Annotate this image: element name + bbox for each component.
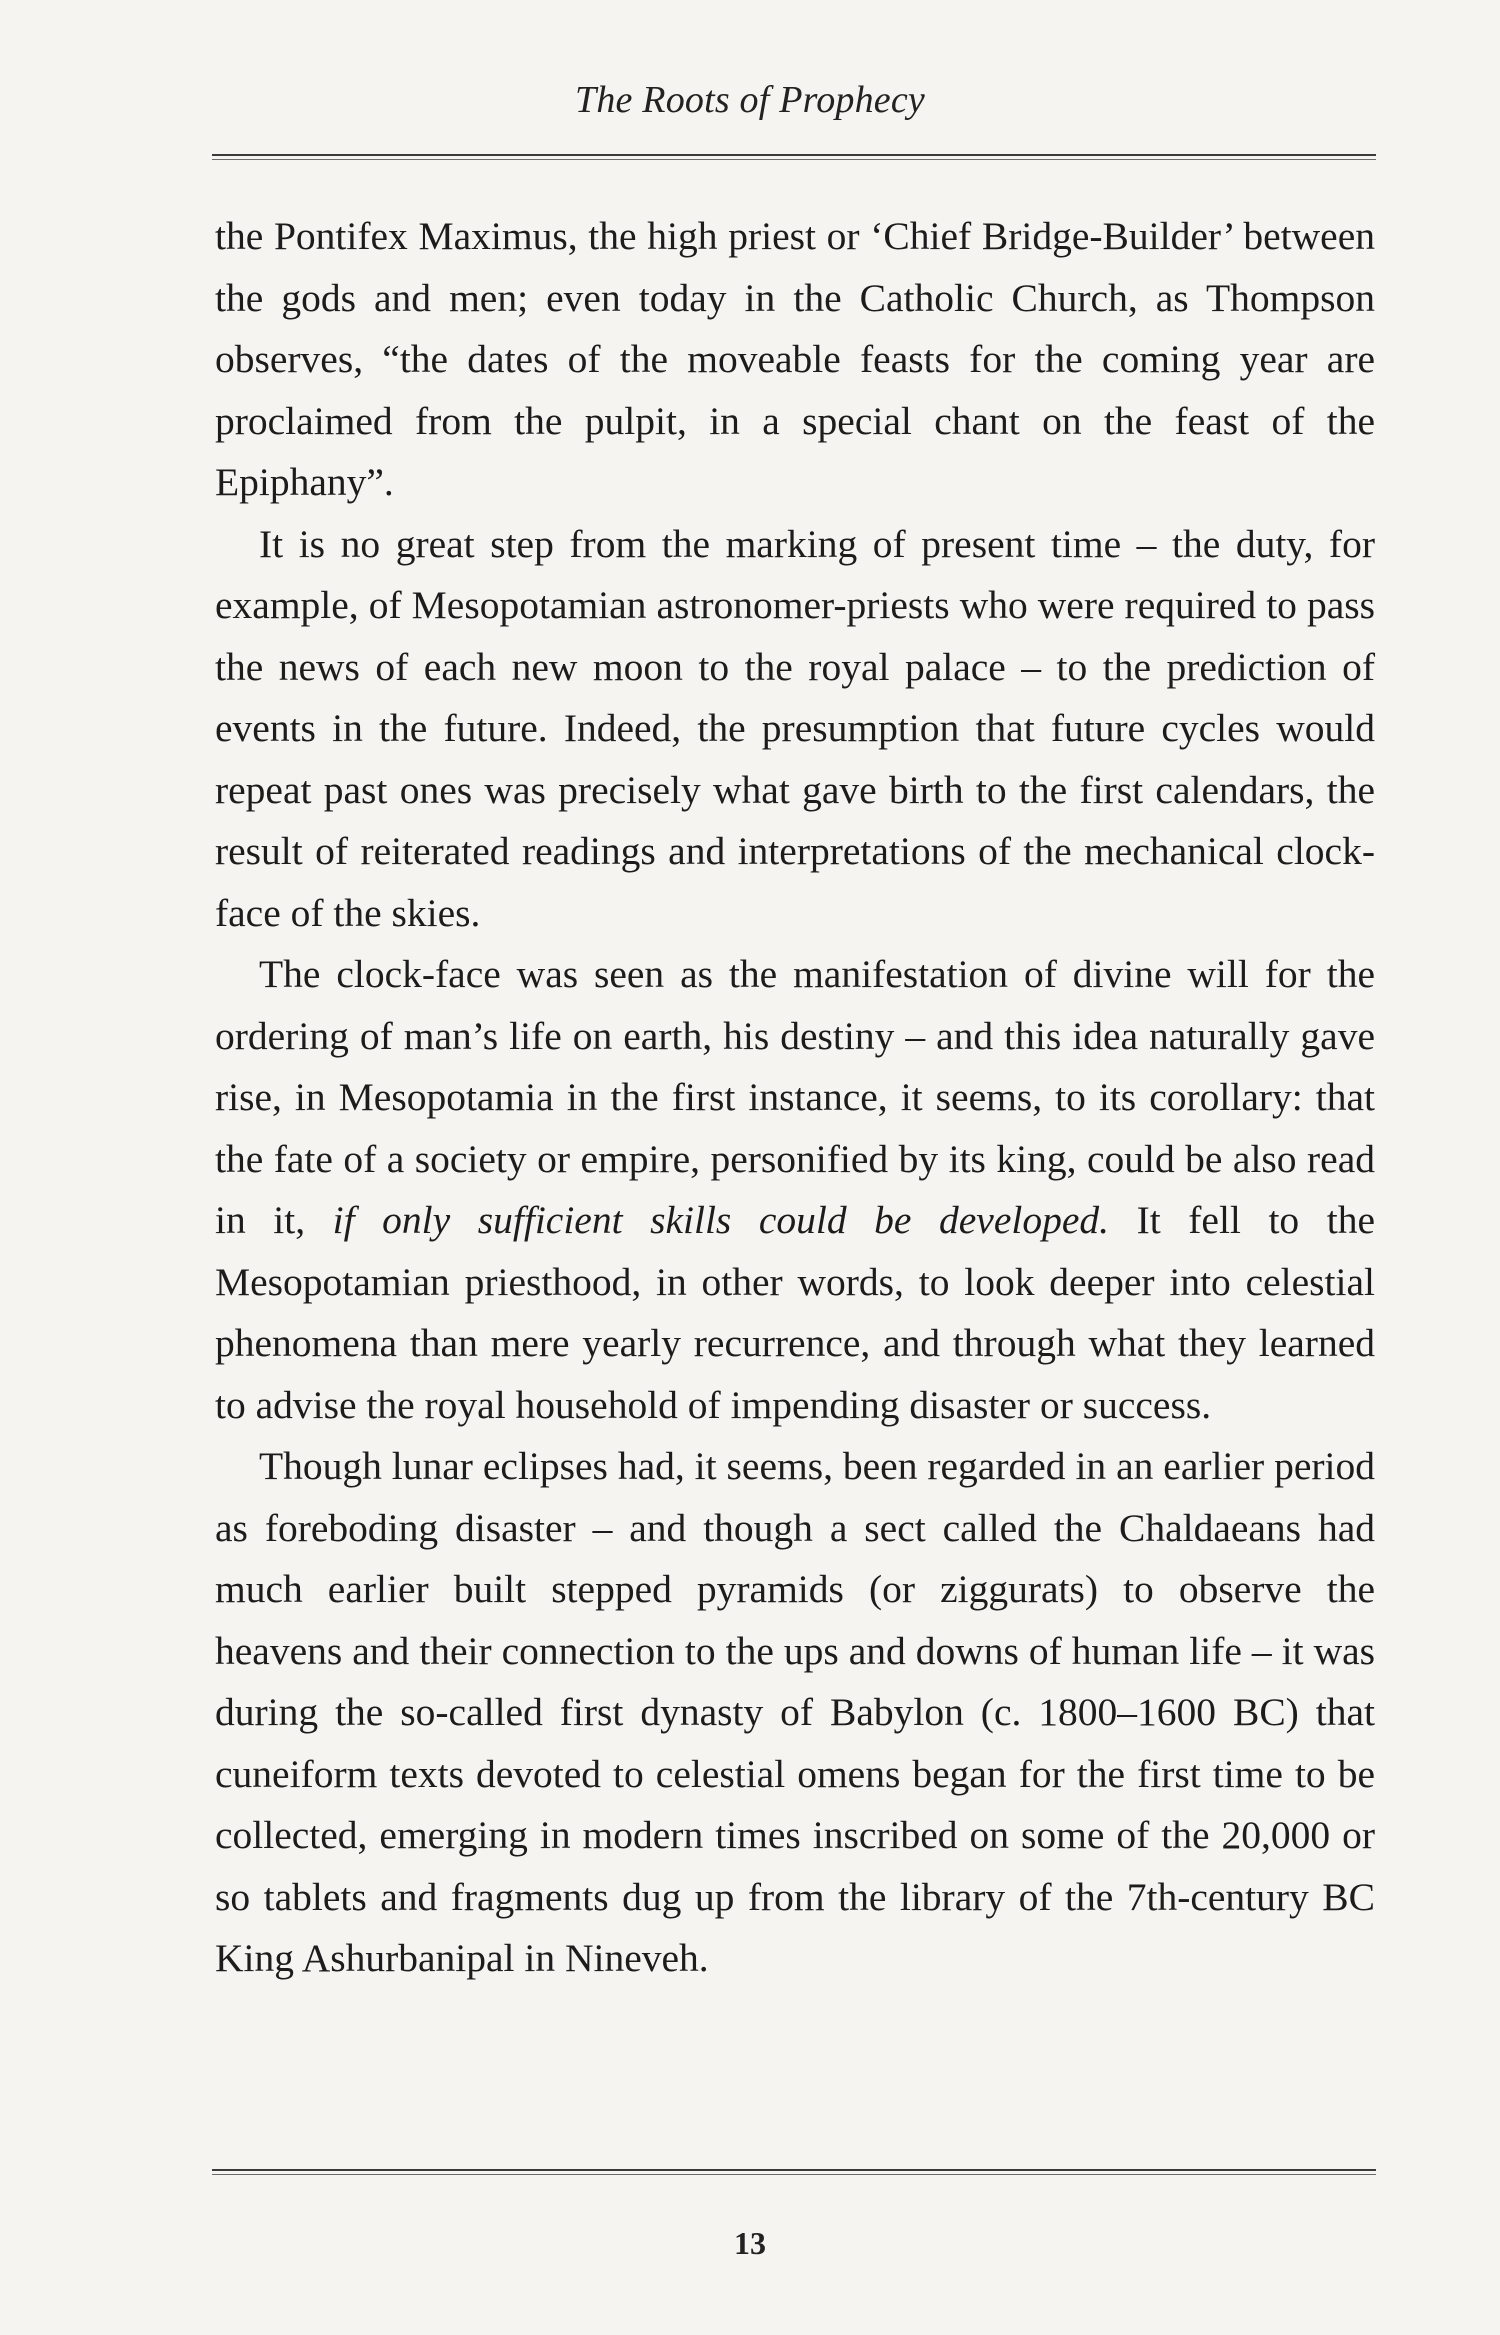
- page-number: 13: [734, 2225, 766, 2261]
- header-rule: [212, 154, 1376, 160]
- paragraph-3: [215, 944, 1375, 1436]
- footer-rule: [212, 2169, 1376, 2175]
- paragraph-1: the Pontifex Maximus, the high priest or ‘Chief Bridge-Builder’ between the gods and men; even today in the Catholic Church, as Thompson observes, “the dates of the moveable feasts for the coming year are proclaimed from the pulpit, in a special chant on the feast of the Epiphany”.: [215, 214, 1375, 504]
- running-head-title: The Roots of Prophecy: [574, 79, 925, 121]
- paragraph-3-text-b: It fell to the Mesopotamian priesthood, in other words, to look deeper into celestial phenomena than mere yearly recurrence, and through what they learned to advise the royal household of impending disaster or success.: [215, 1198, 1375, 1427]
- paragraph-3-text-a: The clock-face was seen as the manifestation of divine will for the ordering of man’s life on earth, his destiny – and this idea naturally gave rise, in Mesopotamia in the first instance, it seems, to its corollary: that the fate of a society or empire, personified by its king, could be also read in it,: [215, 952, 1375, 1242]
- paragraph-4: Though lunar eclipses had, it seems, been regarded in an earlier period as foreboding disaster – and though a sect called the Chaldaeans had much earlier built stepped pyramids (or ziggurats) to observe the heavens and their connection to the ups and downs of human life – it was during the so-called first dynasty of Babylon (c. 1800–1600 BC) that cuneiform texts devoted to celestial omens began for the first time to be collected, emerging in modern times inscribed on some of the 20,000 or so tablets and fragments dug up from the library of the 7th-century BC King Ashurbanipal in Nineveh.: [215, 1444, 1375, 1980]
- paragraph-3-emphasis: if only sufficient skills could be developed.: [332, 1198, 1110, 1242]
- body-text: [215, 206, 1375, 1990]
- paragraph-2: It is no great step from the marking of present time – the duty, for example, of Mesopotamian astronomer-priests who were required to pass the news of each new moon to the royal palace – to the prediction of events in the future. Indeed, the presumption that future cycles would repeat past ones was precisely what gave birth to the first calendars, the result of reiterated readings and interpretations of the mechanical clock-face of the skies.: [215, 521, 1375, 935]
